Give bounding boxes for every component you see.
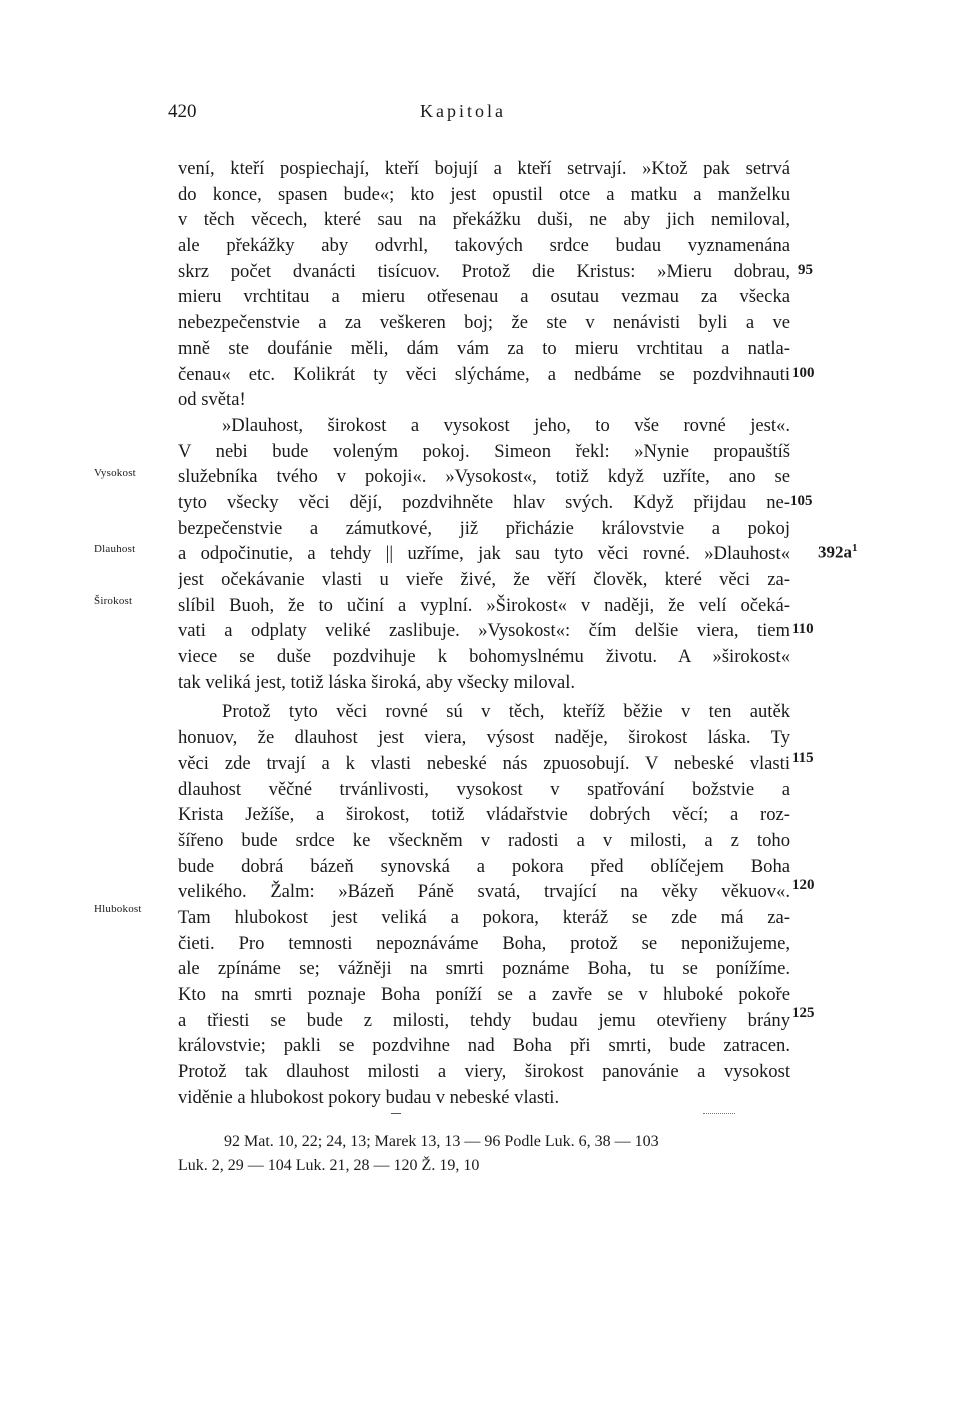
- line-number: 110: [792, 621, 814, 637]
- footnote-line: 92 Mat. 10, 22; 24, 13; Marek 13, 13 — 96 Podle Luk. 6, 38 — 103: [224, 1133, 659, 1150]
- text-line: královstvie; pakli se pozdvihne nad Boha při smrti, bude zatracen.: [178, 1035, 790, 1057]
- folio-marker: $392a^1$: [818, 542, 858, 562]
- line-number: 125: [792, 1005, 815, 1021]
- text-line: tyto všecky věci dějí, pozdvihněte hlav svých. Když přijdau ne-: [178, 491, 790, 513]
- footnote-separator-dots: [703, 1113, 735, 1114]
- footnote-separator: [391, 1113, 401, 1114]
- text-line: čieti. Pro temnosti nepoznáváme Boha, protož se neponižujeme,: [178, 932, 790, 954]
- text-line: bude dobrá bázeň synovská a pokora před oblíčejem Boha: [178, 855, 790, 877]
- main-text: [178, 156, 790, 1110]
- text-line: do konce, spasen bude«; kto jest opustil otce a matku a manželku: [178, 183, 790, 205]
- text-line: bezpečenstvie a zámutkové, již přicházie královstvie a pokoj: [178, 517, 790, 539]
- text-line: Krista Ježíše, a širokost, totiž vládařstvie dobrých věcí; a roz-: [178, 804, 790, 826]
- text-line: šířeno bude srdce ke všeckněm v radosti a v milosti, a z toho: [178, 829, 790, 851]
- page-header: [0, 101, 960, 129]
- text-line: ale zpínáme se; vážněji na smrti poznáme Boha, tu se ponížíme.: [178, 958, 790, 980]
- margin-note-vysokost: Vysokost: [94, 467, 136, 479]
- text-line: skrz počet dvanácti tisícuov. Protož die Kristus: »Mieru dobrau,: [178, 260, 790, 282]
- footnote-line: Luk. 2, 29 — 104 Luk. 21, 28 — 120 Ž. 19, 10: [178, 1157, 480, 1174]
- text-line: slíbil Buoh, že to učiní a vyplní. »Širokost« v naději, že velí očeká-: [178, 594, 790, 616]
- text-line: dlauhost věčné trvánlivosti, vysokost v spatřování božstvie a: [178, 778, 790, 800]
- line-number: 95: [798, 262, 813, 278]
- text-line: velikého. Žalm: »Bázeň Páně svatá, trvající na věky věkuov«.: [178, 881, 790, 903]
- text-line: a odpočinutie, a tehdy || uzříme, jak sau tyto věci rovné. »Dlauhost«: [178, 543, 790, 565]
- text-line: mně ste doufánie měli, dám vám za to mieru vrchtitau a natla-: [178, 337, 790, 359]
- text-line: Kto na smrti poznaje Boha poníží se a zavře se v hluboké pokoře: [178, 984, 790, 1005]
- margin-note-sirokost: Širokost: [94, 595, 133, 607]
- text-line: jest očekávanie vlasti u vieře živé, že věří člověk, které věci za-: [178, 569, 790, 590]
- text-line: ale překážky aby odvrhl, takových srdce budau vyznamenána: [178, 235, 790, 257]
- text-line: mieru vrchtitau a mieru otřesenau a osutau vezmau za všecka: [178, 286, 790, 308]
- running-title: Kapitola: [420, 101, 506, 121]
- margin-note-hlubokost: Hlubokost: [94, 903, 142, 915]
- text-line: Protož tak dlauhost milosti a viery, širokost panovánie a vysokost: [178, 1061, 790, 1083]
- footnotes: [178, 1130, 790, 1178]
- text-line: Tam hlubokost jest veliká a pokora, kteráž se zde má za-: [178, 906, 790, 928]
- text-line: viděnie a hlubokost pokory budau v nebeské vlasti.: [178, 1086, 560, 1108]
- text-line: nebezpečenstvie a za veškeren boj; že ste v nenávisti byli a ve: [178, 312, 790, 334]
- text-line: tak veliká jest, totiž láska široká, aby všecky miloval.: [178, 671, 576, 693]
- text-line: čenau« etc. Kolikrát ty věci slýcháme, a nedbáme se pozdvihnauti: [178, 363, 790, 385]
- text-line: Protož tyto věci rovné sú v těch, kteříž běžie v ten autěk: [222, 701, 790, 723]
- text-line: věci zde trvají a k vlasti nebeské nás zpuosobují. V nebeské vlasti: [178, 752, 790, 774]
- text-line: a třiesti se bude z milosti, tehdy budau jemu otevřieny brány: [178, 1009, 790, 1031]
- text-line: služebníka tvého v pokoji«. »Vysokost«, totiž když uzříte, ano se: [178, 466, 790, 488]
- page-number: 420: [168, 101, 197, 122]
- text-line: »Dlauhost, širokost a vysokost jeho, to vše rovné jest«.: [222, 414, 790, 436]
- text-line: honuov, že dlauhost jest viera, výsost naděje, širokost láska. Ty: [178, 727, 790, 749]
- line-number: 115: [792, 750, 814, 766]
- text-line: vení, kteří pospiechají, kteří bojují a kteří setrvají. »Ktož pak setrvá: [178, 158, 790, 179]
- text-line: vati a odplaty veliké zaslibuje. »Vysokost«: čím delšie viera, tiem: [178, 620, 790, 642]
- text-line: V nebi bude voleným pokoj. Simeon řekl: »Nynie propauštíš: [178, 440, 790, 462]
- text-line: od světa!: [178, 389, 246, 411]
- margin-note-dlauhost: Dlauhost: [94, 543, 136, 555]
- line-number: 105: [790, 493, 813, 509]
- line-number: 120: [792, 877, 815, 893]
- text-line: viece se duše pozdvihuje k bohomyslnému životu. A »širokost«: [178, 646, 790, 668]
- line-number: 100: [792, 365, 815, 381]
- text-line: v těch věcech, které sau na překážku duši, ne aby jich nemiloval,: [178, 209, 790, 231]
